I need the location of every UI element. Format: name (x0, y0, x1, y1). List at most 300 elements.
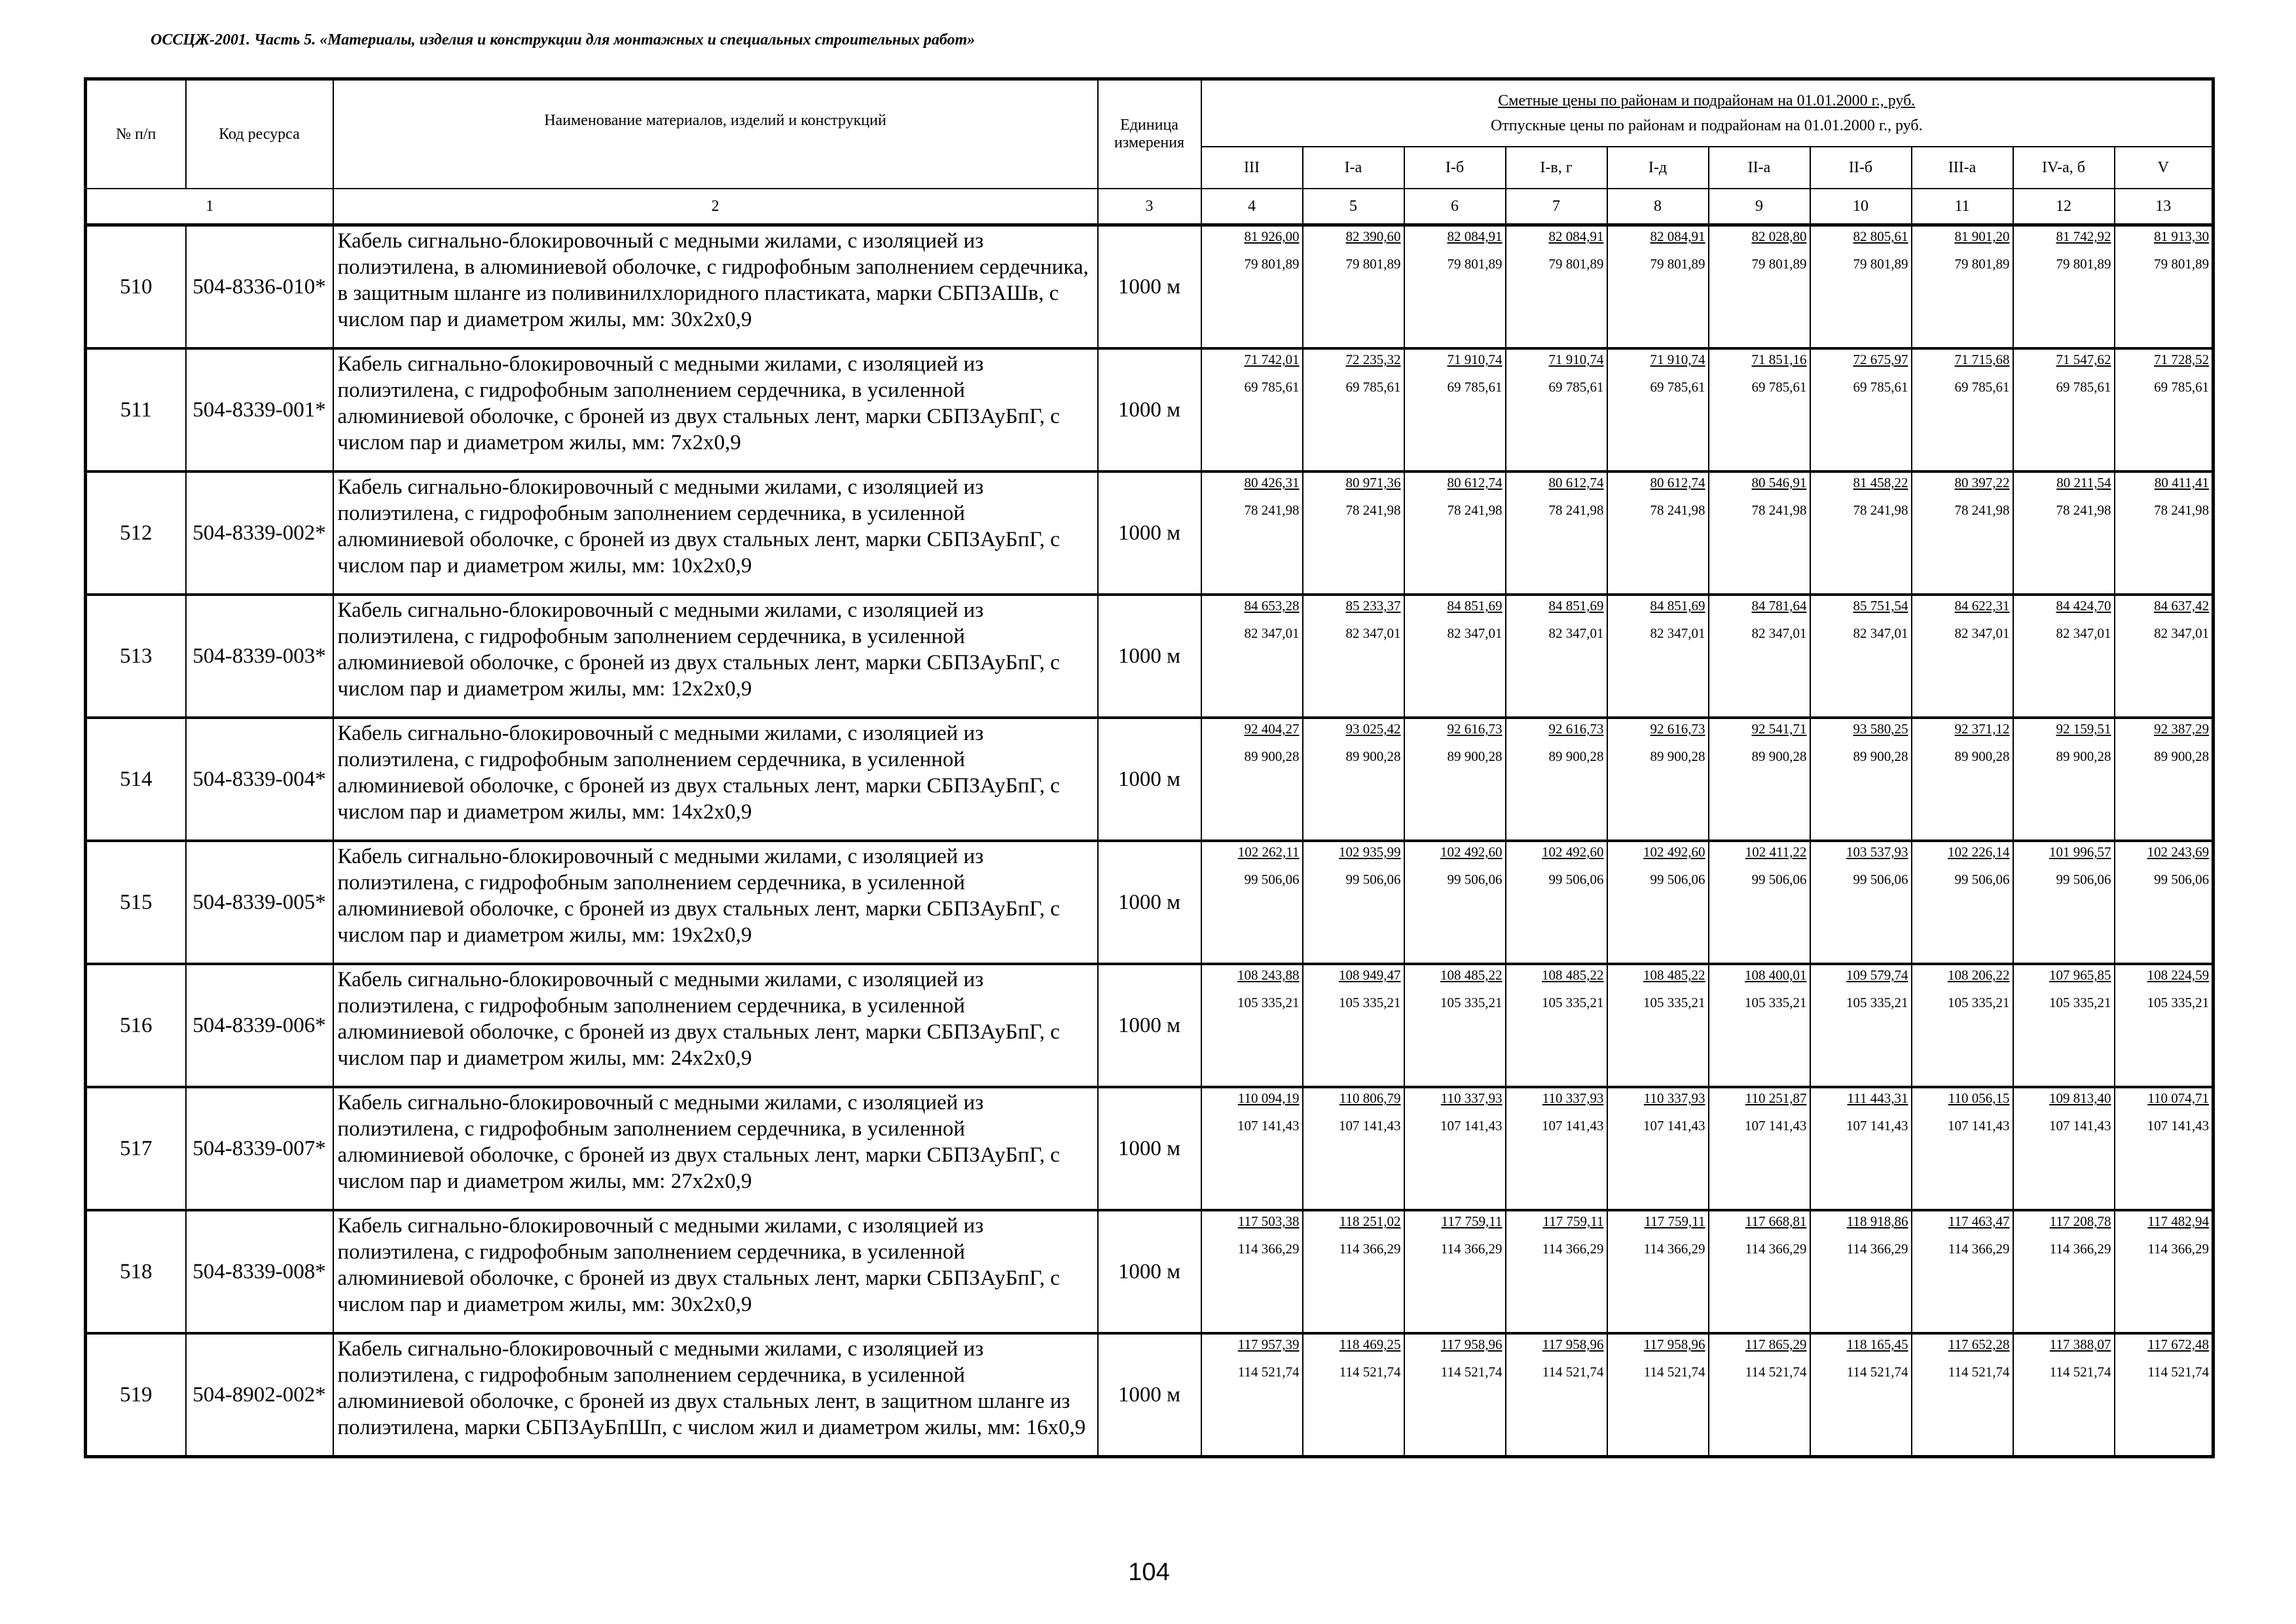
price-cell (1810, 841, 1912, 964)
price-cell (1709, 225, 1810, 349)
price-cell (1404, 225, 1506, 349)
price-cell (1201, 348, 1303, 471)
header-region: I-в, г (1506, 147, 1607, 189)
release-price: 79 801,89 (1650, 256, 1705, 272)
price-cell (1303, 595, 1404, 718)
estimate-price: 92 404,27 (1244, 721, 1300, 737)
price-cell (2013, 595, 2115, 718)
release-price: 69 785,61 (1345, 379, 1401, 395)
estimate-price: 81 901,20 (1954, 229, 2010, 244)
price-cell (1201, 225, 1303, 349)
release-price: 99 506,06 (1751, 872, 1807, 887)
estimate-price: 109 813,40 (2049, 1090, 2111, 1106)
column-number: 10 (1810, 189, 1912, 225)
measurement-unit: 1000 м (1098, 225, 1201, 349)
estimate-price: 118 469,25 (1339, 1337, 1401, 1352)
header-code: Код ресурса (186, 79, 333, 189)
price-cell (1607, 964, 1709, 1087)
release-price: 99 506,06 (1548, 872, 1604, 887)
price-cell (2115, 595, 2214, 718)
page-number: 104 (1128, 1559, 1170, 1586)
price-cell (2013, 225, 2115, 349)
release-price: 107 141,43 (2049, 1118, 2111, 1134)
estimate-price: 108 400,01 (1745, 967, 1807, 983)
price-cell (1201, 841, 1303, 964)
estimate-price: 110 337,93 (1643, 1090, 1705, 1106)
estimate-price: 81 742,92 (2056, 229, 2111, 244)
release-price: 114 366,29 (1846, 1241, 1908, 1257)
header-region: II-а (1709, 147, 1810, 189)
estimate-price: 102 243,69 (2147, 844, 2210, 860)
release-price: 89 900,28 (1954, 748, 2010, 764)
material-name: Кабель сигнально-блокировочный с медными жилами, с изоляцией из полиэтилена, с гидрофобным заполнением сердечника, в усиленной алюминиевой оболочке, с броней из двух стальных лент, марки СБПЗАуБпГ, с числом пар и диаметром жилы, мм: 30х2х0,9 (333, 1210, 1098, 1333)
price-cell (1303, 225, 1404, 349)
estimate-price: 72 235,32 (1345, 352, 1401, 367)
price-cell (1506, 964, 1607, 1087)
price-cell (1303, 1087, 1404, 1210)
measurement-unit: 1000 м (1098, 595, 1201, 718)
release-price: 105 335,21 (1948, 995, 2010, 1010)
price-cell (2115, 718, 2214, 841)
estimate-price: 84 637,42 (2154, 598, 2210, 614)
header-region: I-б (1404, 147, 1506, 189)
price-cell (1810, 471, 1912, 595)
release-price: 105 335,21 (1745, 995, 1807, 1010)
estimate-price: 84 851,69 (1548, 598, 1604, 614)
price-cell (1201, 1087, 1303, 1210)
estimate-price: 111 443,31 (1847, 1090, 1908, 1106)
release-price: 89 900,28 (1244, 748, 1300, 764)
estimate-price: 102 935,99 (1339, 844, 1401, 860)
estimate-price: 117 672,48 (2147, 1337, 2210, 1352)
release-price: 105 335,21 (2049, 995, 2111, 1010)
header-region: III (1201, 147, 1303, 189)
release-price: 69 785,61 (1548, 379, 1604, 395)
estimate-price: 82 390,60 (1345, 229, 1401, 244)
release-price: 114 521,74 (1339, 1364, 1401, 1380)
estimate-price: 92 616,73 (1447, 721, 1503, 737)
price-cell (1303, 718, 1404, 841)
resource-code: 504-8339-007* (186, 1087, 333, 1210)
estimate-price: 80 411,41 (2154, 475, 2210, 490)
column-number: 8 (1607, 189, 1709, 225)
release-price: 114 521,74 (1846, 1364, 1908, 1380)
release-price: 114 366,29 (2147, 1241, 2210, 1257)
row-number: 515 (86, 841, 186, 964)
table-row (86, 225, 2214, 349)
release-price: 82 347,01 (1447, 625, 1503, 641)
estimate-price: 82 084,91 (1650, 229, 1705, 244)
column-number: 12 (2013, 189, 2115, 225)
resource-code: 504-8339-002* (186, 471, 333, 595)
release-price: 107 141,43 (1440, 1118, 1503, 1134)
header-region: V (2115, 147, 2214, 189)
table-row (86, 471, 2214, 595)
release-price: 114 366,29 (1745, 1241, 1807, 1257)
estimate-price: 71 851,16 (1751, 352, 1807, 367)
release-price: 79 801,89 (1244, 256, 1300, 272)
price-cell (1404, 1210, 1506, 1333)
estimate-price: 117 482,94 (2147, 1213, 2210, 1229)
estimate-price: 84 424,70 (2056, 598, 2111, 614)
price-cell (1506, 225, 1607, 349)
price-cell (1607, 1087, 1709, 1210)
release-price: 69 785,61 (2154, 379, 2210, 395)
release-price: 89 900,28 (1345, 748, 1401, 764)
estimate-price: 80 612,74 (1447, 475, 1503, 490)
release-price: 79 801,89 (1345, 256, 1401, 272)
price-cell (1506, 348, 1607, 471)
estimate-price: 102 226,14 (1948, 844, 2010, 860)
price-cell (1912, 225, 2013, 349)
release-price: 78 241,98 (1447, 502, 1503, 518)
table-row (86, 1333, 2214, 1457)
price-cell (1506, 1210, 1607, 1333)
release-price: 99 506,06 (1954, 872, 2010, 887)
price-cell (1201, 471, 1303, 595)
header-num: № п/п (86, 79, 186, 189)
release-price: 114 366,29 (2049, 1241, 2111, 1257)
price-cell (1404, 718, 1506, 841)
price-cell (2115, 471, 2214, 595)
estimate-price: 71 728,52 (2154, 352, 2210, 367)
price-cell (2013, 841, 2115, 964)
column-number: 3 (1098, 189, 1201, 225)
table-row (86, 718, 2214, 841)
price-cell (1912, 1210, 2013, 1333)
release-price: 78 241,98 (1345, 502, 1401, 518)
price-cell (1506, 718, 1607, 841)
row-number: 517 (86, 1087, 186, 1210)
column-number: 11 (1912, 189, 2013, 225)
release-price: 78 241,98 (1548, 502, 1604, 518)
estimate-price: 117 503,38 (1237, 1213, 1300, 1229)
estimate-price: 103 537,93 (1846, 844, 1908, 860)
price-cell (2115, 348, 2214, 471)
estimate-price: 117 958,96 (1440, 1337, 1503, 1352)
price-cell (1506, 471, 1607, 595)
release-price: 79 801,89 (2056, 256, 2111, 272)
release-price: 105 335,21 (1440, 995, 1503, 1010)
release-price: 99 506,06 (1345, 872, 1401, 887)
estimate-price: 80 612,74 (1548, 475, 1604, 490)
price-cell (1912, 964, 2013, 1087)
release-price: 107 141,43 (1542, 1118, 1604, 1134)
release-price: 114 521,74 (1440, 1364, 1503, 1380)
column-number: 1 (86, 189, 333, 225)
resource-code: 504-8339-003* (186, 595, 333, 718)
estimate-price: 71 742,01 (1244, 352, 1300, 367)
release-price: 107 141,43 (2147, 1118, 2210, 1134)
estimate-price: 84 653,28 (1244, 598, 1300, 614)
estimate-price: 92 541,71 (1751, 721, 1807, 737)
price-cell (1810, 1333, 1912, 1457)
estimate-price: 71 715,68 (1954, 352, 2010, 367)
price-cell (2013, 718, 2115, 841)
price-cell (1709, 964, 1810, 1087)
price-table (84, 77, 2215, 1458)
estimate-price: 82 805,61 (1853, 229, 1908, 244)
release-price: 107 141,43 (1948, 1118, 2010, 1134)
release-price: 79 801,89 (1548, 256, 1604, 272)
column-number: 13 (2115, 189, 2214, 225)
column-number: 4 (1201, 189, 1303, 225)
estimate-price: 118 165,45 (1846, 1337, 1908, 1352)
estimate-price: 84 622,31 (1954, 598, 2010, 614)
release-price: 78 241,98 (1954, 502, 2010, 518)
release-price: 105 335,21 (1643, 995, 1705, 1010)
resource-code: 504-8339-006* (186, 964, 333, 1087)
release-price: 99 506,06 (1650, 872, 1705, 887)
header-region: I-д (1607, 147, 1709, 189)
estimate-price: 92 616,73 (1650, 721, 1705, 737)
release-price: 82 347,01 (1650, 625, 1705, 641)
price-cell (1810, 225, 1912, 349)
price-cell (1810, 595, 1912, 718)
price-cell (2115, 841, 2214, 964)
column-number: 6 (1404, 189, 1506, 225)
release-price: 107 141,43 (1237, 1118, 1300, 1134)
row-number: 511 (86, 348, 186, 471)
price-cell (1607, 1333, 1709, 1457)
price-cell (1404, 841, 1506, 964)
release-price: 114 366,29 (1440, 1241, 1503, 1257)
estimate-price: 81 926,00 (1244, 229, 1300, 244)
release-price: 69 785,61 (1954, 379, 2010, 395)
price-cell (2013, 471, 2115, 595)
estimate-price: 93 025,42 (1345, 721, 1401, 737)
header-name: Наименование материалов, изделий и конструкций (333, 79, 1098, 189)
price-cell (1404, 471, 1506, 595)
estimate-price: 117 388,07 (2049, 1337, 2111, 1352)
measurement-unit: 1000 м (1098, 841, 1201, 964)
release-price: 78 241,98 (1853, 502, 1908, 518)
release-price: 78 241,98 (1751, 502, 1807, 518)
header-region: III-а (1912, 147, 2013, 189)
release-price: 89 900,28 (1447, 748, 1503, 764)
measurement-unit: 1000 м (1098, 1087, 1201, 1210)
release-price: 69 785,61 (1853, 379, 1908, 395)
row-number: 512 (86, 471, 186, 595)
estimate-price: 117 208,78 (2049, 1213, 2111, 1229)
price-cell (1709, 1333, 1810, 1457)
estimate-price: 82 028,80 (1751, 229, 1807, 244)
price-cell (1709, 1210, 1810, 1333)
price-cell (1810, 348, 1912, 471)
page-header: ОССЦЖ-2001. Часть 5. «Материалы, изделия и конструкции для монтажных и специальных строительных работ» (151, 31, 975, 48)
estimate-price: 117 958,96 (1643, 1337, 1705, 1352)
estimate-price: 85 751,54 (1853, 598, 1908, 614)
header-prices (1201, 79, 2214, 147)
price-cell (1201, 964, 1303, 1087)
release-price: 89 900,28 (2154, 748, 2210, 764)
release-price: 82 347,01 (1751, 625, 1807, 641)
price-cell (1810, 1087, 1912, 1210)
header-region: II-б (1810, 147, 1912, 189)
price-cell (1404, 595, 1506, 718)
row-number: 516 (86, 964, 186, 1087)
release-price: 82 347,01 (2154, 625, 2210, 641)
release-price: 114 366,29 (1339, 1241, 1401, 1257)
release-price: 82 347,01 (1345, 625, 1401, 641)
release-price: 114 521,74 (1745, 1364, 1807, 1380)
price-cell (1709, 718, 1810, 841)
release-price: 114 521,74 (2049, 1364, 2111, 1380)
release-price: 114 366,29 (1643, 1241, 1705, 1257)
table-row (86, 964, 2214, 1087)
header-region: I-а (1303, 147, 1404, 189)
estimate-price: 108 485,22 (1542, 967, 1604, 983)
price-cell (2013, 1333, 2115, 1457)
price-cell (1303, 348, 1404, 471)
estimate-price: 107 965,85 (2049, 967, 2111, 983)
row-number: 513 (86, 595, 186, 718)
price-cell (1303, 964, 1404, 1087)
estimate-price: 102 262,11 (1237, 844, 1300, 860)
price-cell (1506, 595, 1607, 718)
estimate-price: 84 851,69 (1447, 598, 1503, 614)
resource-code: 504-8902-002* (186, 1333, 333, 1457)
material-name: Кабель сигнально-блокировочный с медными жилами, с изоляцией из полиэтилена, с гидрофобным заполнением сердечника, в усиленной алюминиевой оболочке, с броней из двух стальных лент, марки СБПЗАуБпГ, с числом пар и диаметром жилы, мм: 7х2х0,9 (333, 348, 1098, 471)
estimate-price: 92 371,12 (1954, 721, 2010, 737)
release-price: 114 521,74 (1542, 1364, 1604, 1380)
release-price: 89 900,28 (2056, 748, 2111, 764)
release-price: 82 347,01 (1548, 625, 1604, 641)
estimate-price: 80 211,54 (2056, 475, 2111, 490)
price-cell (1201, 718, 1303, 841)
release-price: 105 335,21 (1237, 995, 1300, 1010)
header-estimate-prices: Сметные цены по районам и подрайонам на 01.01.2000 г., руб. (1498, 92, 1916, 109)
estimate-price: 110 806,79 (1339, 1090, 1401, 1106)
row-number: 519 (86, 1333, 186, 1457)
material-name: Кабель сигнально-блокировочный с медными жилами, с изоляцией из полиэтилена, с гидрофобным заполнением сердечника, в усиленной алюминиевой оболочке, с броней из двух стальных лент, марки СБПЗАуБпГ, с числом пар и диаметром жилы, мм: 14х2х0,9 (333, 718, 1098, 841)
release-price: 82 347,01 (1244, 625, 1300, 641)
price-cell (1912, 841, 2013, 964)
price-cell (1303, 471, 1404, 595)
release-price: 82 347,01 (1954, 625, 2010, 641)
price-cell (1709, 348, 1810, 471)
release-price: 69 785,61 (1244, 379, 1300, 395)
price-cell (1506, 1087, 1607, 1210)
estimate-price: 85 233,37 (1345, 598, 1401, 614)
table-row (86, 841, 2214, 964)
estimate-price: 110 337,93 (1440, 1090, 1503, 1106)
row-number: 514 (86, 718, 186, 841)
estimate-price: 110 056,15 (1948, 1090, 2010, 1106)
release-price: 107 141,43 (1643, 1118, 1705, 1134)
column-number-row (86, 189, 2214, 225)
price-cell (1404, 1333, 1506, 1457)
release-price: 78 241,98 (2056, 502, 2111, 518)
release-price: 89 900,28 (1853, 748, 1908, 764)
release-price: 107 141,43 (1846, 1118, 1908, 1134)
estimate-price: 71 910,74 (1548, 352, 1604, 367)
estimate-price: 108 224,59 (2147, 967, 2210, 983)
table-row (86, 595, 2214, 718)
table-row (86, 1210, 2214, 1333)
price-cell (2013, 964, 2115, 1087)
estimate-price: 117 759,11 (1644, 1213, 1705, 1229)
estimate-price: 108 485,22 (1440, 967, 1503, 983)
release-price: 107 141,43 (1745, 1118, 1807, 1134)
row-number: 510 (86, 225, 186, 349)
price-cell (2115, 964, 2214, 1087)
material-name: Кабель сигнально-блокировочный с медными жилами, с изоляцией из полиэтилена, с гидрофобным заполнением сердечника, в усиленной алюминиевой оболочке, с броней из двух стальных лент, марки СБПЗАуБпГ, с числом пар и диаметром жилы, мм: 24х2х0,9 (333, 964, 1098, 1087)
resource-code: 504-8339-004* (186, 718, 333, 841)
price-cell (2013, 1087, 2115, 1210)
estimate-price: 110 074,71 (2147, 1090, 2210, 1106)
estimate-price: 71 910,74 (1650, 352, 1705, 367)
price-cell (1404, 348, 1506, 471)
estimate-price: 80 971,36 (1345, 475, 1401, 490)
material-name: Кабель сигнально-блокировочный с медными жилами, с изоляцией из полиэтилена, с гидрофобным заполнением сердечника, в усиленной алюминиевой оболочке, с броней из двух стальных лент, марки СБПЗАуБпГ, с числом пар и диаметром жилы, мм: 10х2х0,9 (333, 471, 1098, 595)
estimate-price: 81 458,22 (1853, 475, 1908, 490)
price-cell (1912, 718, 2013, 841)
header-release-prices: Отпускные цены по районам и подрайонам на 01.01.2000 г., руб. (1490, 117, 1923, 134)
estimate-price: 102 492,60 (1542, 844, 1604, 860)
price-cell (2115, 225, 2214, 349)
price-cell (1607, 841, 1709, 964)
price-cell (1404, 964, 1506, 1087)
price-cell (2115, 1333, 2214, 1457)
estimate-price: 108 243,88 (1237, 967, 1300, 983)
estimate-price: 102 492,60 (1643, 844, 1705, 860)
measurement-unit: 1000 м (1098, 348, 1201, 471)
estimate-price: 118 251,02 (1339, 1213, 1401, 1229)
release-price: 99 506,06 (1244, 872, 1300, 887)
price-cell (2115, 1087, 2214, 1210)
column-number: 5 (1303, 189, 1404, 225)
measurement-unit: 1000 м (1098, 964, 1201, 1087)
price-cell (2013, 348, 2115, 471)
price-cell (1607, 225, 1709, 349)
price-cell (1709, 471, 1810, 595)
release-price: 89 900,28 (1751, 748, 1807, 764)
resource-code: 504-8339-005* (186, 841, 333, 964)
price-cell (1607, 595, 1709, 718)
release-price: 114 366,29 (1237, 1241, 1300, 1257)
material-name: Кабель сигнально-блокировочный с медными жилами, с изоляцией из полиэтилена, с гидрофобным заполнением сердечника, в усиленной алюминиевой оболочке, с броней из двух стальных лент, марки СБПЗАуБпГ, с числом пар и диаметром жилы, мм: 27х2х0,9 (333, 1087, 1098, 1210)
estimate-price: 82 084,91 (1447, 229, 1503, 244)
release-price: 79 801,89 (2154, 256, 2210, 272)
price-cell (1303, 1210, 1404, 1333)
price-cell (1303, 1333, 1404, 1457)
estimate-price: 108 949,47 (1339, 967, 1401, 983)
estimate-price: 117 957,39 (1237, 1337, 1300, 1352)
release-price: 105 335,21 (2147, 995, 2210, 1010)
release-price: 105 335,21 (1339, 995, 1401, 1010)
release-price: 79 801,89 (1853, 256, 1908, 272)
release-price: 99 506,06 (1853, 872, 1908, 887)
price-cell (1810, 964, 1912, 1087)
release-price: 82 347,01 (1853, 625, 1908, 641)
price-cell (1303, 841, 1404, 964)
header-region: IV-а, б (2013, 147, 2115, 189)
estimate-price: 82 084,91 (1548, 229, 1604, 244)
measurement-unit: 1000 м (1098, 1333, 1201, 1457)
material-name: Кабель сигнально-блокировочный с медными жилами, с изоляцией из полиэтилена, с гидрофобным заполнением сердечника, в усиленной алюминиевой оболочке, с броней из двух стальных лент, марки СБПЗАуБпГ, с числом пар и диаметром жилы, мм: 19х2х0,9 (333, 841, 1098, 964)
table-row (86, 1087, 2214, 1210)
price-cell (1506, 841, 1607, 964)
estimate-price: 84 851,69 (1650, 598, 1705, 614)
estimate-price: 92 387,29 (2154, 721, 2210, 737)
price-cell (1607, 718, 1709, 841)
estimate-price: 117 463,47 (1948, 1213, 2010, 1229)
release-price: 107 141,43 (1339, 1118, 1401, 1134)
estimate-price: 80 426,31 (1244, 475, 1300, 490)
release-price: 99 506,06 (1447, 872, 1503, 887)
estimate-price: 84 781,64 (1751, 598, 1807, 614)
